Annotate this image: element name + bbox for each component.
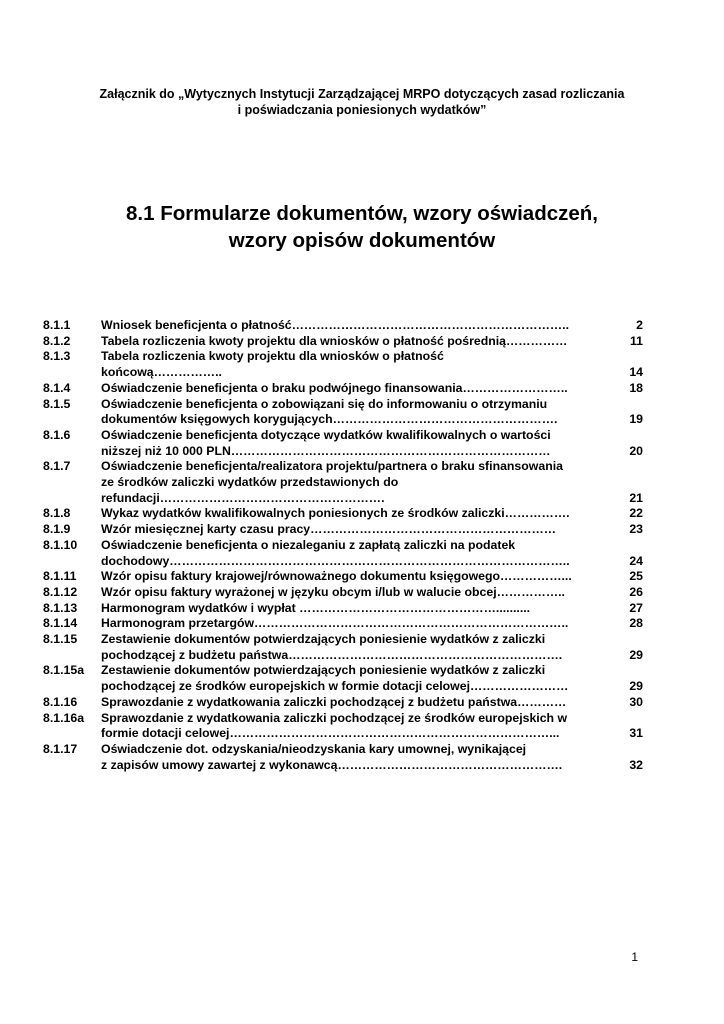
page-title xyxy=(40,200,684,254)
toc-entry-title: Wzór opisu faktury wyrażonej w języku obcym i/lub w walucie obcej…………….. xyxy=(101,584,565,599)
toc-entry[interactable] xyxy=(43,318,643,334)
toc-entry-page: 20 xyxy=(629,443,643,458)
toc-entry-number: 8.1.1 xyxy=(43,318,71,332)
toc-entry-title: Harmonogram wydatków i wypłat ………………………………………….......... xyxy=(101,600,531,615)
toc-entry-page: 21 xyxy=(629,490,643,505)
toc-entry[interactable] xyxy=(43,569,643,585)
toc-entry[interactable] xyxy=(43,459,643,506)
toc-entry[interactable] xyxy=(43,632,643,663)
toc-entry[interactable] xyxy=(43,538,643,569)
toc-entry-number: 8.1.8 xyxy=(43,506,71,521)
toc-entry-title: Sprawozdanie z wydatkowania zaliczki pochodzącej ze środków europejskich w formie dotacji celowej……………………………………………………………………... xyxy=(101,710,568,741)
toc-entry-number: 8.1.9 xyxy=(43,522,71,537)
toc-entry-title: Oświadczenie beneficjenta/realizatora projektu/partnera o braku sfinansowania ze środków zaliczki wydatków przedstawionych do refundacji………………………………………………. xyxy=(101,459,563,505)
toc-entry-page: 29 xyxy=(629,647,643,662)
toc-entry-title: Zestawienie dokumentów potwierdzających poniesienie wydatków z zaliczki pochodzącej ze środków europejskich w formie dotacji celowej…………………… xyxy=(101,663,569,694)
toc-entry-title: Harmonogram przetargów………………………………………………………………….. xyxy=(101,616,569,631)
toc-entry-page: 14 xyxy=(629,365,643,380)
toc-entry-number: 8.1.17 xyxy=(43,741,78,756)
toc-entry-page: 30 xyxy=(629,694,643,709)
toc-entry-number: 8.1.15 xyxy=(43,632,78,647)
toc-entry-title: Oświadczenie beneficjenta o braku podwójnego finansowania…………………….. xyxy=(101,380,568,395)
toc-entry-number: 8.1.6 xyxy=(43,427,71,442)
toc-entry-title: Tabela rozliczenia kwoty projektu dla wniosków o płatność pośrednią…………… xyxy=(101,333,568,348)
toc-entry-page: 2 xyxy=(636,318,643,332)
toc-entry-number: 8.1.3 xyxy=(43,349,71,364)
toc-entry-page: 18 xyxy=(629,380,643,395)
toc-entry-number: 8.1.14 xyxy=(43,616,78,631)
document-header xyxy=(40,86,684,118)
toc-entry-number: 8.1.10 xyxy=(43,537,78,552)
toc-entry-page: 25 xyxy=(629,569,643,584)
toc-entry-number: 8.1.2 xyxy=(43,333,71,348)
toc-entry-number: 8.1.16a xyxy=(43,710,85,725)
toc-entry[interactable] xyxy=(43,522,643,538)
toc-entry-number: 8.1.16 xyxy=(43,694,78,709)
toc-entry-page: 11 xyxy=(630,333,643,348)
header-line-1: Załącznik do „Wytycznych Instytucji Zarządzającej MRPO dotyczących zasad rozliczania xyxy=(99,87,625,101)
toc-entry-number: 8.1.7 xyxy=(43,459,71,474)
toc-entry-number: 8.1.15a xyxy=(43,663,85,678)
toc-entry-number: 8.1.4 xyxy=(43,380,71,395)
toc-entry-title: Sprawozdanie z wydatkowania zaliczki pochodzącej z budżetu państwa………… xyxy=(101,694,567,709)
toc-entry[interactable] xyxy=(43,711,643,742)
toc-entry-number: 8.1.13 xyxy=(43,600,78,615)
page-number: 1 xyxy=(631,950,638,964)
toc-entry[interactable] xyxy=(43,616,643,632)
table-of-contents xyxy=(43,318,643,773)
toc-entry[interactable] xyxy=(43,742,643,773)
header-line-2: i poświadczania poniesionych wydatków” xyxy=(237,103,487,117)
toc-entry-title: Tabela rozliczenia kwoty projektu dla wniosków o płatność końcową…………….. xyxy=(101,349,444,380)
toc-entry-page: 24 xyxy=(629,553,643,568)
toc-entry[interactable] xyxy=(43,334,643,350)
toc-entry[interactable] xyxy=(43,428,643,459)
toc-entry-page: 32 xyxy=(629,757,643,772)
toc-entry[interactable] xyxy=(43,663,643,694)
toc-entry[interactable] xyxy=(43,349,643,380)
toc-entry-page: 26 xyxy=(629,584,643,599)
toc-entry-page: 22 xyxy=(629,506,643,521)
toc-entry-page: 19 xyxy=(629,412,643,427)
toc-entry-page: 29 xyxy=(629,679,643,694)
toc-entry[interactable] xyxy=(43,601,643,617)
toc-entry-title: Oświadczenie beneficjenta dotyczące wydatków kwalifikowalnych o wartości niższej niż 10 000 PLN…………………………………………………………………… xyxy=(101,427,551,458)
toc-entry-number: 8.1.5 xyxy=(43,396,71,411)
toc-entry-page: 27 xyxy=(629,600,643,615)
toc-entry[interactable] xyxy=(43,506,643,522)
toc-entry-title: Wzór miesięcznej karty czasu pracy…………………………………………………… xyxy=(101,522,557,537)
title-line-2: wzory opisów dokumentów xyxy=(228,229,496,252)
toc-entry[interactable] xyxy=(43,695,643,711)
toc-entry-title: Oświadczenie beneficjenta o niezaleganiu z zapłatą zaliczki na podatek dochodowy…………………………………………………………………………………….. xyxy=(101,537,570,568)
toc-entry[interactable] xyxy=(43,585,643,601)
toc-entry-page: 31 xyxy=(629,726,643,741)
toc-entry-title: Zestawienie dokumentów potwierdzających poniesienie wydatków z zaliczki pochodzącej z budżetu państwa…………………………………………………………. xyxy=(101,632,563,662)
toc-entry-page: 23 xyxy=(629,522,643,537)
toc-entry-page: 28 xyxy=(629,616,643,631)
toc-entry-title: Wniosek beneficjenta o płatność………………………………………………………….. xyxy=(101,318,570,332)
toc-entry-number: 8.1.11 xyxy=(43,569,77,584)
toc-entry-title: Wykaz wydatków kwalifikowalnych poniesionych ze środków zaliczki……………. xyxy=(101,506,570,521)
toc-entry[interactable] xyxy=(43,397,643,428)
toc-entry-title: Wzór opisu faktury krajowej/równoważnego dokumentu księgowego……………... xyxy=(101,569,572,584)
toc-entry-title: Oświadczenie dot. odzyskania/nieodzyskania kary umownej, wynikającej z zapisów umowy zawartej z wykonawcą………………………………………………. xyxy=(101,741,563,772)
toc-entry-title: Oświadczenie beneficjenta o zobowiązani się do informowaniu o otrzymaniu dokumentów księgowych korygujących………………………………………………. xyxy=(101,396,558,427)
title-line-1: 8.1 Formularze dokumentów, wzory oświadczeń, xyxy=(126,202,598,225)
toc-entry[interactable] xyxy=(43,381,643,397)
toc-entry-number: 8.1.12 xyxy=(43,584,78,599)
